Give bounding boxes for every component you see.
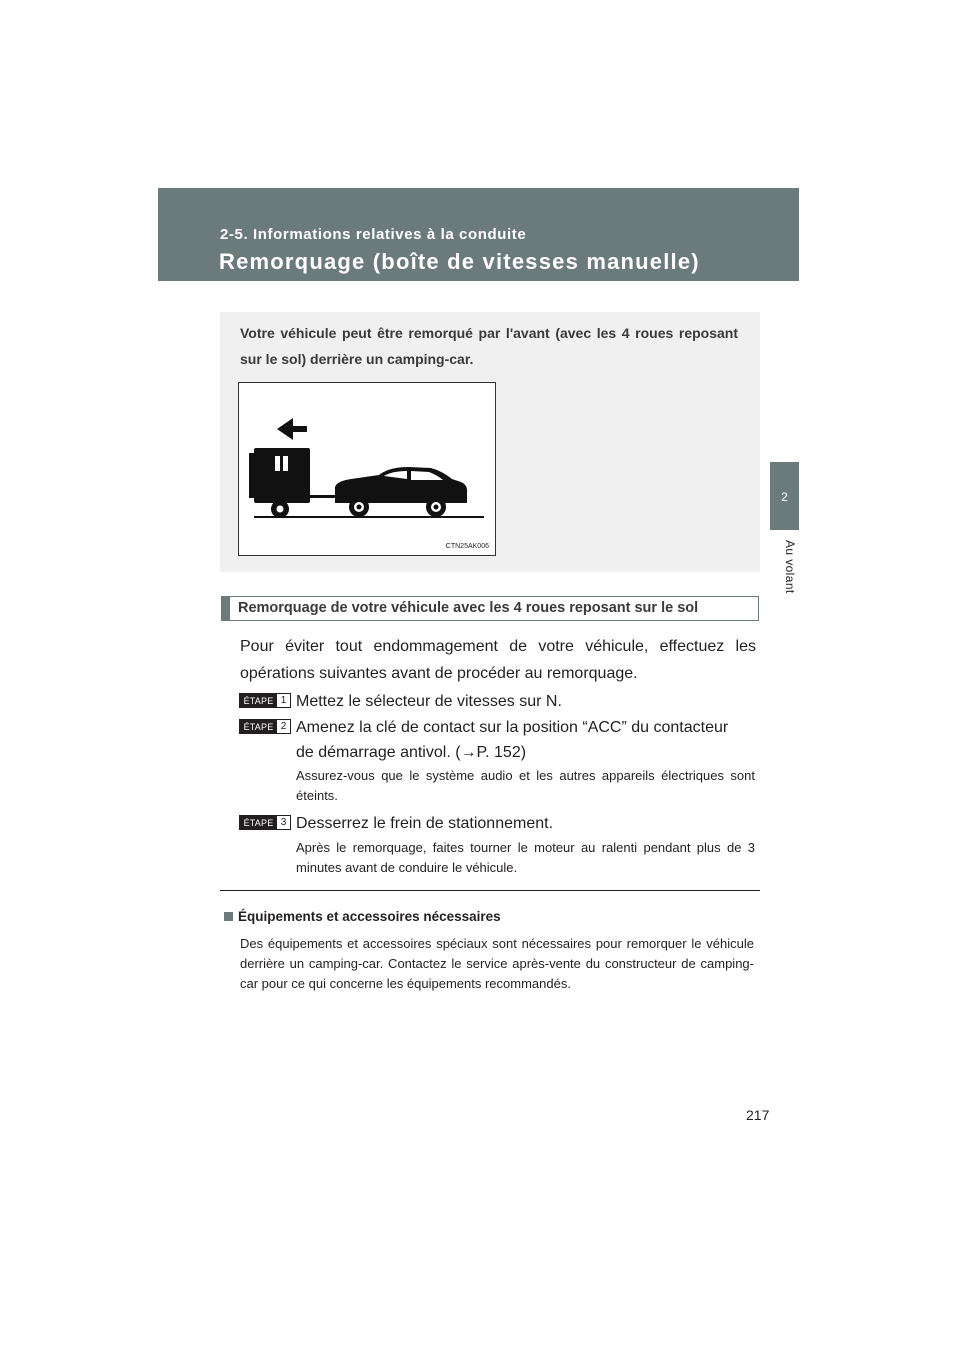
chapter-label: Au volant <box>783 540 797 594</box>
step-badge-word: ÉTAPE <box>240 720 277 733</box>
section-heading-text: Remorquage de votre véhicule avec les 4 roues reposant sur le sol <box>238 600 699 616</box>
equipment-heading-text: Équipements et accessoires nécessaires <box>238 909 501 924</box>
step-badge-word: ÉTAPE <box>240 816 277 829</box>
towing-illustration <box>238 382 496 556</box>
step-1-badge <box>239 693 291 708</box>
section-subtitle: 2-5. Informations relatives à la conduite <box>220 226 527 243</box>
figure-code: CTN25AK006 <box>445 543 489 550</box>
step-badge-number: 3 <box>280 817 287 828</box>
intro-text: Votre véhicule peut être remorqué par l'avant (avec les 4 roues reposant sur le sol) derrière un camping-car. <box>240 325 738 367</box>
step-2-text-cont <box>296 740 526 765</box>
step-badge-word: ÉTAPE <box>240 694 277 707</box>
page-title: Remorquage (boîte de vitesses manuelle) <box>219 249 700 274</box>
section-paragraph: Pour éviter tout endommagement de votre véhicule, effectuez les opérations suivantes avant de procéder au remorquage. <box>240 638 756 682</box>
square-bullet-icon <box>224 912 233 921</box>
camper-trailer <box>249 448 310 518</box>
towing-diagram <box>239 383 495 555</box>
section-header <box>158 188 799 281</box>
page-reference-link[interactable]: de démarrage antivol. (→P. 152) <box>296 744 527 761</box>
ground-line <box>254 516 484 518</box>
heading-bar <box>222 597 230 620</box>
chapter-tab[interactable] <box>770 462 799 530</box>
step-3-note: Après le remorquage, faites tourner le moteur au ralenti pendant plus de 3 minutes avant de conduire le véhicule. <box>296 840 755 875</box>
section-divider <box>220 890 760 891</box>
step-3-badge <box>239 815 291 830</box>
step-2-text: Amenez la clé de contact sur la position “ACC” du contacteur <box>296 719 729 736</box>
equipment-heading <box>224 909 501 924</box>
step-1-text: Mettez le sélecteur de vitesses sur N. <box>296 693 562 710</box>
chapter-number: 2 <box>781 490 788 504</box>
step-badge-number: 1 <box>280 695 287 706</box>
towed-car <box>335 467 467 517</box>
intro-box <box>220 312 760 572</box>
direction-arrow-icon <box>277 418 307 440</box>
equipment-paragraph: Des équipements et accessoires spéciaux sont nécessaires pour remorquer le véhicule derrière un camping-car. Contactez le service après-vente du constructeur de camping-car pour ce qui concerne les équipements recommandés. <box>240 936 754 991</box>
section-heading <box>221 596 759 621</box>
step-2-note: Assurez-vous que le système audio et les autres appareils électriques sont éteints. <box>296 768 755 803</box>
step-3-text: Desserrez le frein de stationnement. <box>296 815 554 832</box>
step-badge-number: 2 <box>280 721 287 732</box>
step-2-badge <box>239 719 291 734</box>
page-number: 217 <box>746 1107 770 1123</box>
